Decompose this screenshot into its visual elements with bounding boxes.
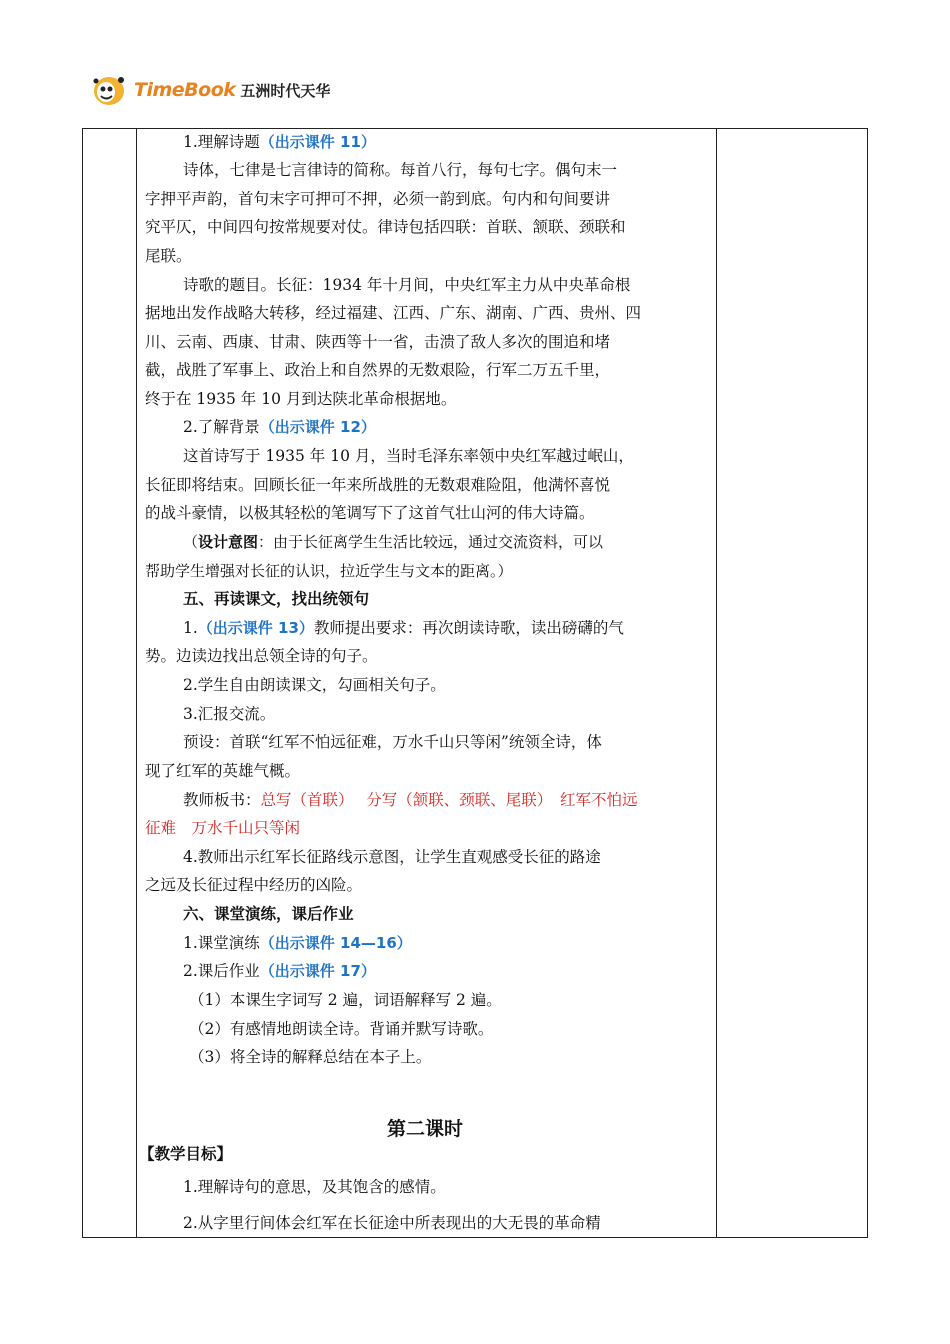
paragraph-line: 据地出发作战略大转移，经过福建、江西、广东、湖南、广西、贵州、四 <box>145 304 642 322</box>
step-reread: 1.（出示课件 13）教师提出要求：再次朗读诗歌，读出磅礴的气 <box>183 619 624 637</box>
paragraph-line: 这首诗写于 1935 年 10 月，当时毛泽东率领中央红军越过岷山， <box>183 447 634 465</box>
paragraph-line: 截，战胜了军事上、政治上和自然界的无数艰险，行军二万五千里， <box>145 361 611 379</box>
paragraph-line: 长征即将结束。回顾长征一年来所战胜的无数艰难险阻，他满怀喜悦 <box>145 476 611 494</box>
paragraph-line: 势。边读边找出总领全诗的句子。 <box>145 647 378 665</box>
brand-name-cn: 五洲时代天华 <box>240 81 331 100</box>
paragraph-line: 3.汇报交流。 <box>183 705 276 723</box>
design-intent: （设计意图：由于长征离学生生活比较远，通过交流资料，可以 <box>183 533 604 551</box>
brand-name: TimeBook <box>134 79 236 101</box>
courseware-ref: （出示课件 12） <box>259 418 376 436</box>
paragraph-line: 4.教师出示红军长征路线示意图，让学生直观感受长征的路途 <box>183 848 601 866</box>
courseware-ref: （出示课件 13） <box>197 619 314 637</box>
lesson-period-title: 第二课时 <box>386 1118 463 1140</box>
paragraph-line: 终于在 1935 年 10 月到达陕北革命根据地。 <box>145 390 457 408</box>
goal-item: 1.理解诗句的意思，及其饱含的感情。 <box>183 1178 446 1196</box>
teaching-goals-heading: 【教学目标】 <box>139 1145 233 1163</box>
timebook-logo <box>90 70 330 110</box>
board-writing-cont: 征难 万水千山只等闲 <box>145 819 301 837</box>
homework-item: （2）有感情地朗读全诗。背诵并默写诗歌。 <box>189 1020 494 1038</box>
section-heading: 五、再读课文，找出统领句 <box>183 590 370 608</box>
paragraph-line: 字押平声韵，首句末字可押可不押，必须一韵到底。句内和句间要讲 <box>145 190 611 208</box>
column-divider-left <box>136 129 137 1237</box>
section-heading: 六、课堂演练，课后作业 <box>183 905 354 923</box>
courseware-ref: （出示课件 17） <box>259 962 376 980</box>
design-intent-cont: 帮助学生增强对长征的认识，拉近学生与文本的距离。） <box>145 562 513 580</box>
paragraph-line: 现了红军的英雄气概。 <box>145 762 301 780</box>
paragraph-line: 诗体，七律是七言律诗的简称。每首八行，每句七字。偶句末一 <box>183 161 618 179</box>
paragraph-line: 尾联。 <box>145 247 192 265</box>
cartoon-mascot-icon <box>90 72 130 108</box>
paragraph-line: 预设：首联“红军不怕远征难，万水千山只等闲”统领全诗，体 <box>183 733 602 751</box>
step-background: 2.了解背景（出示课件 12） <box>183 418 376 436</box>
homework-item: （3）将全诗的解释总结在本子上。 <box>189 1048 432 1066</box>
step-understand-title: 1.理解诗题（出示课件 11） <box>183 133 376 151</box>
homework-item: （1）本课生字词写 2 遍，词语解释写 2 遍。 <box>189 991 502 1009</box>
paragraph-line: 川、云南、西康、甘肃、陕西等十一省，击溃了敌人多次的围追和堵 <box>145 333 611 351</box>
paragraph-line: 诗歌的题目。长征：1934 年十月间，中央红军主力从中央革命根 <box>183 276 631 294</box>
step-homework: 2.课后作业（出示课件 17） <box>183 962 376 980</box>
courseware-ref: （出示课件 11） <box>259 133 376 151</box>
step-practice: 1.课堂演练（出示课件 14—16） <box>183 934 412 952</box>
goal-item: 2.从字里行间体会红军在长征途中所表现出的大无畏的革命精 <box>183 1214 601 1232</box>
board-writing: 教师板书：总写（首联） 分写（颔联、颈联、尾联） 红军不怕远 <box>183 791 638 809</box>
paragraph-line: 2.学生自由朗读课文，勾画相关句子。 <box>183 676 446 694</box>
paragraph-line: 的战斗豪情，以极其轻松的笔调写下了这首气壮山河的伟大诗篇。 <box>145 504 595 522</box>
courseware-ref: （出示课件 14—16） <box>259 934 412 952</box>
paragraph-line: 究平仄，中间四句按常规要对仗。律诗包括四联：首联、颔联、颈联和 <box>145 218 626 236</box>
column-divider-right <box>716 129 717 1237</box>
paragraph-line: 之远及长征过程中经历的凶险。 <box>145 876 363 894</box>
